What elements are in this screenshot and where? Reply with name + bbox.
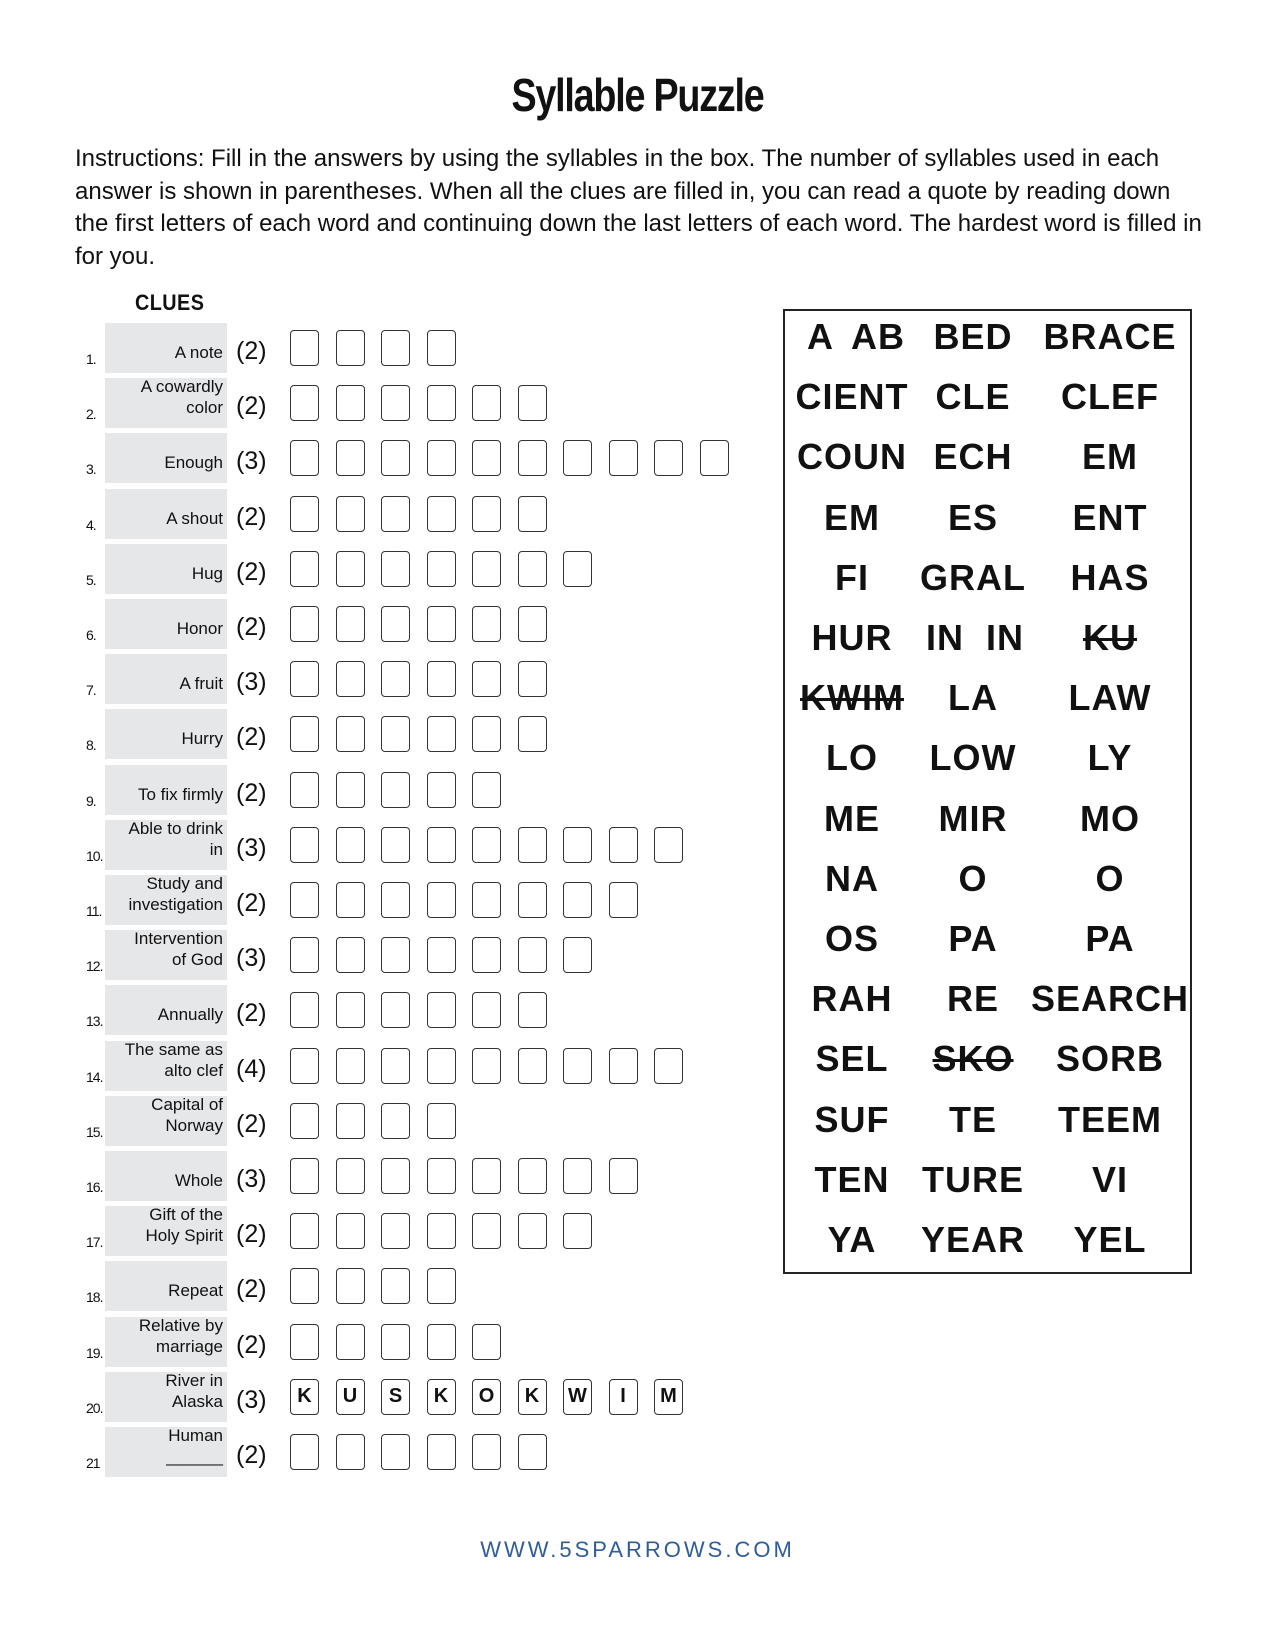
answer-boxes (290, 1213, 609, 1249)
clue-label-box (105, 378, 227, 428)
letter-box[interactable] (290, 1213, 319, 1249)
syllable: GRAL (920, 556, 1026, 598)
letter-box[interactable] (290, 1158, 319, 1194)
letter-box[interactable]: K (290, 1379, 319, 1415)
letter-box[interactable] (518, 1158, 547, 1194)
clue-text: River in Alaska (165, 1370, 223, 1411)
letter-box[interactable] (472, 496, 501, 532)
letter-box[interactable] (290, 1324, 319, 1360)
letter-box[interactable] (381, 1268, 410, 1304)
answer-boxes (290, 661, 563, 697)
answer-boxes (290, 992, 563, 1028)
clue-text: Repeat (168, 1281, 223, 1301)
syllable-count: (2) (236, 337, 267, 365)
clue-label-box (105, 1427, 227, 1477)
letter-box[interactable] (336, 882, 365, 918)
answer-boxes (290, 882, 654, 918)
clue-text: Honor (176, 619, 223, 638)
letter-box[interactable]: K (427, 1379, 456, 1415)
letter-box[interactable] (336, 330, 365, 366)
letter-box[interactable] (381, 772, 410, 808)
letter-box[interactable] (472, 551, 501, 587)
clue-number: 10. (86, 847, 103, 864)
clue-label-box (105, 1151, 227, 1201)
clue-text: Gift of the Holy Spirit (145, 1205, 223, 1246)
instructions: Instructions: Fill in the answers by using the syllables in the box. The number of syllables used in each answer is shown in parentheses. When all the clues are filled in, you can read a quote by reading down the first letters of each word and continuing down the last letters of each word. The hardest word is filled in for you. (75, 145, 1202, 270)
letter-box[interactable]: M (654, 1379, 683, 1415)
syllable-count: (2) (236, 723, 267, 752)
letter-box[interactable] (427, 716, 456, 752)
clue-number: 15. (86, 1123, 103, 1140)
syllable-count: (2) (236, 613, 267, 641)
letter-box[interactable] (700, 440, 729, 476)
clue-label-box (105, 1372, 227, 1422)
letter-box[interactable] (427, 772, 456, 808)
clue-label-box (105, 1261, 227, 1311)
syllable-count: (2) (236, 1441, 267, 1469)
letter-box[interactable] (427, 551, 456, 587)
clue-text: Enough (164, 453, 223, 473)
letter-box[interactable] (381, 496, 410, 532)
letter-box[interactable] (336, 992, 365, 1028)
clue-text: A note (174, 343, 223, 362)
letter-box[interactable] (427, 992, 456, 1028)
syllable: O (1095, 857, 1125, 899)
letter-box[interactable] (381, 661, 410, 697)
answer-boxes (290, 496, 563, 532)
letter-box[interactable] (290, 937, 319, 973)
letter-box[interactable] (472, 937, 501, 973)
clue-text: Hug (191, 563, 223, 583)
letter-box[interactable] (290, 772, 319, 808)
letter-box[interactable] (290, 716, 319, 752)
letter-box[interactable] (290, 551, 319, 587)
letter-box[interactable] (518, 716, 547, 752)
clue-number: 20. (86, 1399, 103, 1416)
letter-box[interactable] (518, 551, 547, 587)
syllable: KU (1083, 617, 1137, 658)
syllable: LY (1087, 737, 1133, 779)
letter-box[interactable] (427, 827, 456, 863)
letter-box[interactable] (290, 496, 319, 532)
clue-text: Annually (157, 1005, 223, 1025)
clue-number: 21 (86, 1455, 100, 1471)
letter-box[interactable] (518, 1213, 547, 1249)
letter-box[interactable] (518, 496, 547, 532)
clue-number: 14. (86, 1068, 103, 1085)
clues-heading: CLUES (135, 290, 205, 315)
letter-box[interactable] (427, 1048, 456, 1084)
syllable-count: (2) (236, 392, 267, 421)
clue-text: Whole (174, 1171, 223, 1190)
letter-box[interactable] (290, 1434, 319, 1470)
syllable-count: (2) (236, 999, 267, 1028)
clue-label-box (105, 1317, 227, 1367)
syllable-count: (2) (236, 889, 267, 917)
letter-box[interactable] (609, 440, 638, 476)
clue-label-box (105, 985, 227, 1035)
syllable: RAH (811, 978, 893, 1020)
letter-box[interactable] (427, 1324, 456, 1360)
letter-box[interactable] (381, 385, 410, 421)
answer-boxes (290, 440, 745, 476)
syllable: YEAR (920, 1219, 1026, 1260)
letter-box[interactable] (563, 937, 592, 973)
letter-box[interactable] (290, 385, 319, 421)
letter-box[interactable] (472, 1213, 501, 1249)
letter-box[interactable] (336, 827, 365, 863)
syllable: O (958, 857, 988, 899)
letter-box[interactable]: K (518, 1379, 547, 1415)
clue-text: Hurry (181, 729, 223, 749)
clue-label-box (105, 323, 227, 373)
letter-box[interactable] (336, 1268, 365, 1304)
letter-box[interactable]: W (563, 1379, 592, 1415)
syllable: TE (948, 1098, 998, 1140)
clue-label-box (105, 930, 227, 980)
clue-number: 16. (86, 1179, 103, 1195)
letter-box[interactable] (381, 827, 410, 863)
letter-box[interactable] (609, 882, 638, 918)
clue-text: A cowardly color (140, 377, 223, 418)
letter-box[interactable] (381, 937, 410, 973)
syllable: CLEF (1061, 376, 1159, 418)
letter-box[interactable] (427, 1268, 456, 1304)
clue-text: The same as alto clef (124, 1039, 223, 1080)
syllable-count: (2) (236, 1109, 267, 1138)
letter-box[interactable] (381, 1103, 410, 1139)
syllable: OS (824, 918, 880, 959)
clue-text: Study and investigation (128, 874, 223, 914)
letter-box[interactable] (427, 496, 456, 532)
syllable: TURE (922, 1158, 1024, 1200)
letter-box[interactable] (381, 1434, 410, 1470)
syllable: MIR (938, 797, 1008, 839)
clue-text: Intervention of God (134, 929, 223, 970)
letter-box[interactable] (336, 496, 365, 532)
letter-box[interactable] (518, 882, 547, 918)
syllable: BRACE (1043, 316, 1177, 357)
answer-boxes (290, 330, 472, 366)
letter-box[interactable] (472, 1158, 501, 1194)
answer-boxes (290, 1379, 700, 1415)
clue-number: 13. (86, 1013, 103, 1030)
clue-number: 18. (86, 1289, 103, 1306)
letter-box[interactable] (290, 330, 319, 366)
letter-box[interactable] (336, 716, 365, 752)
letter-box[interactable] (290, 661, 319, 697)
syllable: NA (825, 857, 879, 899)
letter-box[interactable] (381, 1213, 410, 1249)
syllable: SEARCH (1030, 978, 1190, 1020)
letter-box[interactable] (381, 1158, 410, 1194)
letter-box[interactable] (381, 606, 410, 642)
syllable: TEN (814, 1158, 890, 1200)
clue-number: 19. (86, 1344, 103, 1361)
syllable: PA (948, 918, 998, 959)
clue-number: 1. (86, 351, 96, 367)
letter-box[interactable] (336, 385, 365, 421)
letter-box[interactable] (381, 1324, 410, 1360)
letter-box[interactable] (336, 661, 365, 697)
letter-box[interactable] (427, 882, 456, 918)
letter-box[interactable] (563, 1213, 592, 1249)
letter-box[interactable]: U (336, 1379, 365, 1415)
letter-box[interactable] (654, 827, 683, 863)
letter-box[interactable] (427, 1158, 456, 1194)
clue-text: Relative by marriage (138, 1315, 223, 1356)
clue-number: 11. (86, 903, 102, 919)
letter-box[interactable] (336, 1213, 365, 1249)
syllable: CLE (935, 376, 1011, 418)
letter-box[interactable] (381, 551, 410, 587)
clue-label-box (105, 1041, 227, 1091)
answer-boxes (290, 1268, 472, 1304)
clue-number: 8. (86, 737, 96, 754)
letter-box[interactable] (290, 827, 319, 863)
syllable-count: (3) (236, 833, 267, 862)
clue-number: 6. (86, 627, 96, 643)
letter-box[interactable] (472, 606, 501, 642)
syllable: SORB (1055, 1038, 1165, 1080)
syllable-count: (2) (236, 778, 267, 807)
clue-text: A shout (166, 508, 223, 528)
page-title: Syllable Puzzle (511, 69, 764, 121)
answer-boxes (290, 1434, 563, 1470)
letter-box[interactable] (336, 1103, 365, 1139)
letter-box[interactable] (427, 1213, 456, 1249)
letter-box[interactable] (427, 606, 456, 642)
letter-box[interactable] (336, 551, 365, 587)
letter-box[interactable] (427, 661, 456, 697)
clue-number: 3. (86, 461, 96, 478)
syllable-count: (3) (236, 447, 267, 476)
syllable-count: (3) (236, 1385, 267, 1414)
letter-box[interactable] (563, 1048, 592, 1084)
clue-label-box (105, 1206, 227, 1256)
letter-box[interactable] (563, 440, 592, 476)
letter-box[interactable] (381, 330, 410, 366)
letter-box[interactable] (381, 716, 410, 752)
syllable: SUF (814, 1098, 890, 1140)
clue-label-box (105, 599, 227, 649)
letter-box[interactable] (472, 882, 501, 918)
syllable: IN (986, 617, 1024, 658)
letter-box[interactable] (609, 1158, 638, 1194)
letter-box[interactable] (518, 440, 547, 476)
syllable: PA (1085, 918, 1135, 959)
syllable: YEL (1073, 1219, 1147, 1260)
letter-box[interactable] (427, 440, 456, 476)
answer-boxes (290, 385, 563, 421)
letter-box[interactable] (290, 606, 319, 642)
letter-box[interactable] (563, 1158, 592, 1194)
letter-box[interactable] (427, 385, 456, 421)
clue-text: Human ______ (166, 1426, 223, 1466)
syllable-count: (3) (236, 944, 267, 973)
letter-box[interactable] (472, 992, 501, 1028)
syllable: LAW (1068, 677, 1152, 719)
letter-box[interactable] (609, 1048, 638, 1084)
letter-box[interactable] (290, 1048, 319, 1084)
syllable-count: (2) (236, 1330, 267, 1359)
letter-box[interactable] (336, 606, 365, 642)
letter-box[interactable] (563, 827, 592, 863)
answer-boxes (290, 827, 700, 863)
letter-box[interactable] (654, 1048, 683, 1084)
clue-text: A fruit (179, 674, 223, 694)
letter-box[interactable] (563, 882, 592, 918)
syllable-count: (2) (236, 1275, 267, 1304)
letter-box[interactable] (518, 827, 547, 863)
syllable: VI (1091, 1158, 1129, 1200)
syllable-count: (3) (236, 1165, 267, 1193)
syllable: EM (824, 496, 880, 538)
website-footer[interactable]: WWW.5SPARROWS.COM (480, 1537, 795, 1562)
letter-box[interactable] (381, 992, 410, 1028)
letter-box[interactable] (518, 992, 547, 1028)
syllable: LO (826, 737, 878, 779)
letter-box[interactable] (336, 1324, 365, 1360)
syllable: BED (933, 316, 1013, 357)
syllable-count: (2) (236, 557, 267, 586)
letter-box[interactable] (336, 1434, 365, 1470)
letter-box[interactable] (336, 440, 365, 476)
clue-label-box (105, 654, 227, 704)
letter-box[interactable] (472, 1324, 501, 1360)
letter-box[interactable] (472, 827, 501, 863)
syllable: RE (946, 978, 1000, 1020)
letter-box[interactable] (518, 1048, 547, 1084)
syllable: ME (824, 797, 880, 839)
clue-label-box (105, 1096, 227, 1146)
answer-boxes (290, 772, 518, 808)
syllable: AB (851, 316, 905, 357)
clue-label-box (105, 544, 227, 594)
letter-box[interactable] (336, 937, 365, 973)
answer-boxes (290, 551, 609, 587)
letter-box[interactable] (336, 772, 365, 808)
letter-box[interactable] (563, 551, 592, 587)
answer-boxes (290, 1324, 518, 1360)
clue-number: 5. (86, 571, 96, 588)
syllable: ENT (1072, 496, 1148, 538)
syllable: ECH (933, 436, 1013, 478)
clue-text: Capital of Norway (151, 1094, 223, 1135)
syllable: A (807, 316, 834, 357)
syllable: MO (1080, 797, 1140, 839)
letter-box[interactable] (518, 661, 547, 697)
syllable: HUR (811, 617, 893, 658)
letter-box[interactable] (290, 882, 319, 918)
letter-box[interactable] (472, 385, 501, 421)
syllable: LOW (929, 737, 1017, 779)
clue-number: 7. (86, 682, 96, 699)
clue-text: To fix firmly (138, 784, 223, 804)
syllable: ES (947, 496, 999, 538)
letter-box[interactable] (290, 1268, 319, 1304)
letter-box[interactable] (472, 772, 501, 808)
answer-boxes (290, 1158, 654, 1194)
syllable: YA (827, 1219, 877, 1260)
letter-box[interactable] (472, 440, 501, 476)
answer-boxes (290, 606, 563, 642)
letter-box[interactable] (518, 1434, 547, 1470)
letter-box[interactable] (472, 1048, 501, 1084)
letter-box[interactable]: S (381, 1379, 410, 1415)
syllable: IN (926, 617, 964, 658)
letter-box[interactable] (290, 1103, 319, 1139)
letter-box[interactable] (518, 385, 547, 421)
letter-box[interactable] (290, 440, 319, 476)
letter-box[interactable] (427, 1103, 456, 1139)
syllable: COUN (797, 436, 907, 478)
letter-box[interactable] (336, 1158, 365, 1194)
syllable: EM (1082, 436, 1138, 478)
letter-box[interactable] (381, 882, 410, 918)
answer-boxes (290, 937, 609, 973)
letter-box[interactable] (472, 716, 501, 752)
letter-box[interactable] (654, 440, 683, 476)
syllable-count: (2) (236, 502, 267, 531)
clue-label-box (105, 489, 227, 539)
letter-box[interactable]: O (472, 1379, 501, 1415)
clue-text: Able to drink in (128, 818, 223, 859)
letter-box[interactable] (472, 661, 501, 697)
syllable-bank (783, 309, 1192, 1274)
letter-box[interactable] (381, 1048, 410, 1084)
syllable: CIENT (795, 376, 909, 418)
letter-box[interactable] (472, 1434, 501, 1470)
letter-box[interactable] (427, 1434, 456, 1470)
answer-boxes (290, 1103, 472, 1139)
answer-boxes (290, 1048, 700, 1084)
clue-label-box (105, 820, 227, 870)
answer-boxes (290, 716, 563, 752)
letter-box[interactable] (290, 992, 319, 1028)
letter-box[interactable] (609, 827, 638, 863)
clue-number: 4. (86, 516, 96, 533)
syllable: TEEM (1057, 1098, 1163, 1140)
letter-box[interactable] (381, 440, 410, 476)
syllable: LA (948, 677, 998, 719)
letter-box[interactable] (427, 330, 456, 366)
clue-number: 12. (86, 958, 103, 975)
letter-box[interactable] (336, 1048, 365, 1084)
clue-label-box (105, 875, 227, 925)
syllable: SEL (815, 1038, 889, 1080)
syllable: KWIM (800, 677, 904, 719)
clue-number: 2. (86, 406, 96, 423)
clue-label-box (105, 433, 227, 483)
clue-number: 9. (86, 792, 96, 809)
letter-box[interactable] (427, 937, 456, 973)
syllable-count: (4) (236, 1054, 267, 1083)
letter-box[interactable] (518, 606, 547, 642)
clue-number: 17. (86, 1234, 103, 1251)
syllable: FI (835, 556, 869, 598)
syllable: HAS (1070, 556, 1150, 598)
clue-label-box (105, 765, 227, 815)
clue-label-box (105, 709, 227, 759)
syllable: SKO (932, 1038, 1014, 1080)
letter-box[interactable]: I (609, 1379, 638, 1415)
letter-box[interactable] (518, 937, 547, 973)
syllable-count: (3) (236, 668, 267, 697)
syllable-count: (2) (236, 1220, 267, 1249)
